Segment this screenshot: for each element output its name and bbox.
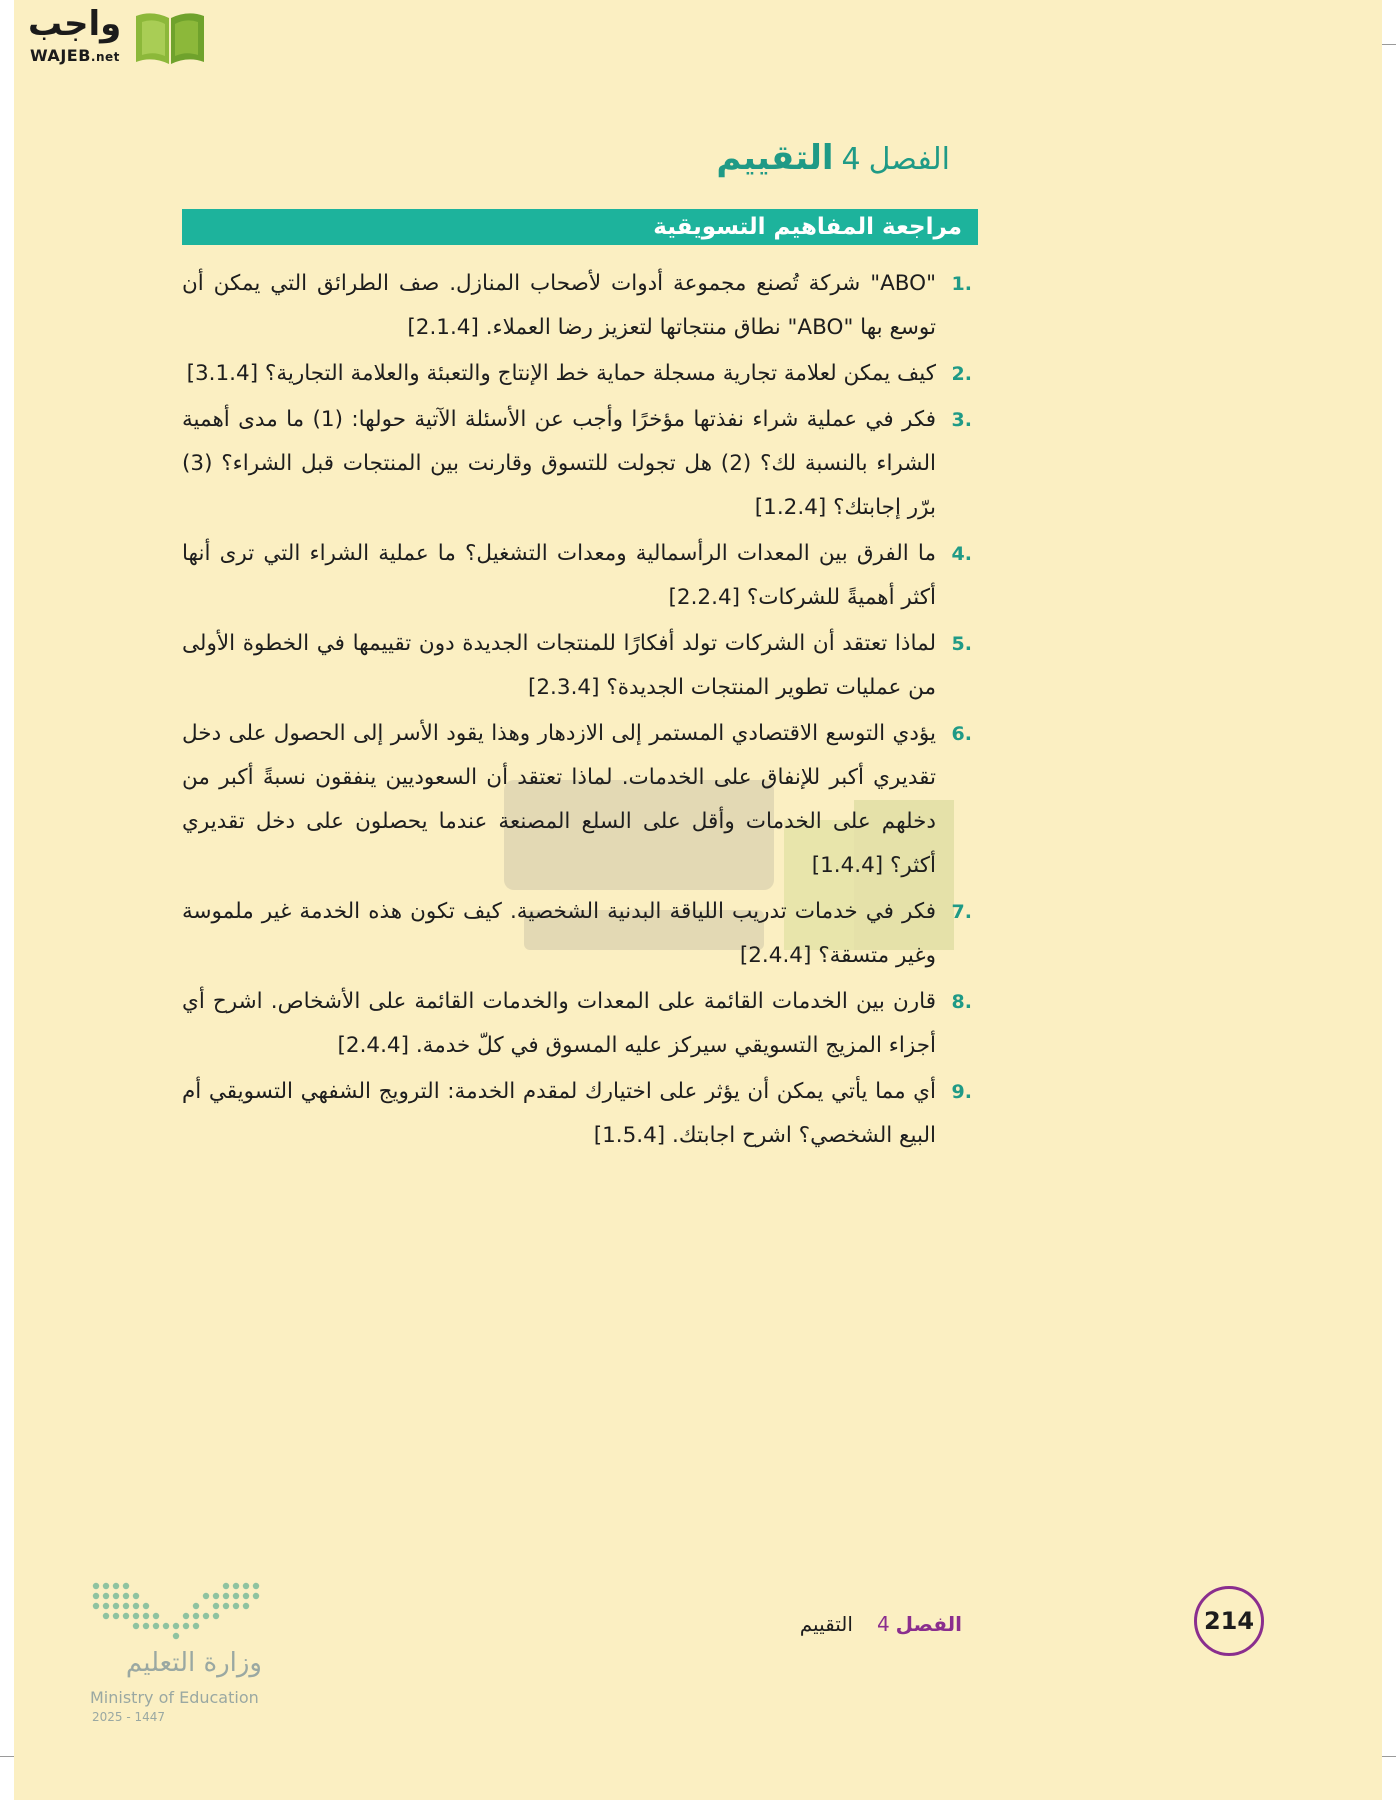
question-item	[182, 1070, 972, 1158]
question-number: .1	[951, 273, 972, 295]
question-item	[182, 532, 972, 620]
question-item	[182, 622, 972, 710]
chapter-number: 4	[841, 142, 861, 177]
edition-year: 2025 - 1447	[92, 1710, 166, 1724]
question-number: .3	[951, 409, 972, 431]
chapter-word: الفصل	[868, 142, 950, 177]
question-item	[182, 352, 972, 396]
wajeb-logo[interactable]	[28, 4, 208, 68]
question-text: يؤدي التوسع الاقتصادي المستمر إلى الازدهار وهذا يقود الأسر إلى الحصول على دخل تقديري أكبر للإنفاق على الخدمات. لماذا تعتقد أن السعوديين ينفقون نسبةً أكبر من دخلهم على الخدمات وأقل على السلع المصنعة عندما يحصلون على دخل تقديري أكثر؟ [1.4.4]	[182, 721, 936, 878]
ministry-logo	[90, 1580, 290, 1730]
question-text: "ABO" شركة تُصنع مجموعة أدوات لأصحاب المنازل. صف الطرائق التي يمكن أن توسع بها "ABO" نطاق منتجاتها لتعزيز رضا العملاء. [2.1.4]	[182, 271, 936, 340]
question-item	[182, 980, 972, 1068]
question-text: لماذا تعتقد أن الشركات تولد أفكارًا للمنتجات الجديدة دون تقييمها في الخطوة الأولى من عمليات تطوير المنتجات الجديدة؟ [2.3.4]	[182, 631, 936, 700]
ministry-arabic-name: وزارة التعليم	[125, 1648, 262, 1678]
footer-chapter-number: 4	[876, 1612, 890, 1636]
question-number: .2	[951, 363, 972, 385]
footer-chapter-word: الفصل	[895, 1612, 962, 1636]
question-list	[182, 262, 972, 1160]
question-number: .8	[951, 991, 972, 1013]
question-item	[182, 398, 972, 530]
book-icon	[132, 6, 208, 66]
question-text: فكر في عملية شراء نفذتها مؤخرًا وأجب عن الأسئلة الآتية حولها: (1) ما مدى أهمية الشراء بالنسبة لك؟ (2) هل تجولت للتسوق وقارنت بين المنتجات قبل الشراء؟ (3) برّر إجابتك؟ [1.2.4]	[182, 407, 936, 520]
question-item	[182, 712, 972, 888]
question-number: .6	[951, 723, 972, 745]
logo-arabic-text: واجب	[28, 4, 122, 44]
section-title: مراجعة المفاهيم التسويقية	[653, 214, 962, 240]
question-number: .5	[951, 633, 972, 655]
page-number: 214	[1194, 1586, 1264, 1656]
question-item	[182, 890, 972, 978]
section-banner	[182, 209, 978, 245]
footer-section: التقييم	[799, 1612, 853, 1636]
question-text: قارن بين الخدمات القائمة على المعدات والخدمات القائمة على الأشخاص. اشرح أي أجزاء المزيج التسويقي سيركز عليه المسوق في كلّ خدمة. [2.4.4]	[182, 989, 936, 1058]
chapter-title: التقييم	[716, 138, 834, 178]
ministry-dots-icon	[90, 1580, 260, 1642]
question-number: .9	[951, 1081, 972, 1103]
chapter-header	[716, 138, 950, 178]
textbook-page	[14, 0, 1382, 1800]
question-number: .4	[951, 543, 972, 565]
question-text: كيف يمكن لعلامة تجارية مسجلة حماية خط الإنتاج والتعبئة والعلامة التجارية؟ [3.1.4]	[186, 361, 936, 386]
footer-chapter-title	[800, 1612, 962, 1636]
logo-latin-text: WAJEB.net	[30, 46, 120, 65]
question-text: أي مما يأتي يمكن أن يؤثر على اختيارك لمقدم الخدمة: الترويج الشفهي التسويقي أم البيع الشخصي؟ اشرح اجابتك. [1.5.4]	[182, 1079, 936, 1148]
ministry-english-name: Ministry of Education	[90, 1688, 259, 1707]
question-text: ما الفرق بين المعدات الرأسمالية ومعدات التشغيل؟ ما عملية الشراء التي ترى أنها أكثر أهميةً للشركات؟ [2.2.4]	[182, 541, 936, 610]
question-number: .7	[951, 901, 972, 923]
question-item	[182, 262, 972, 350]
question-text: فكر في خدمات تدريب اللياقة البدنية الشخصية. كيف تكون هذه الخدمة غير ملموسة وغير متسقة؟ [2.4.4]	[182, 899, 936, 968]
